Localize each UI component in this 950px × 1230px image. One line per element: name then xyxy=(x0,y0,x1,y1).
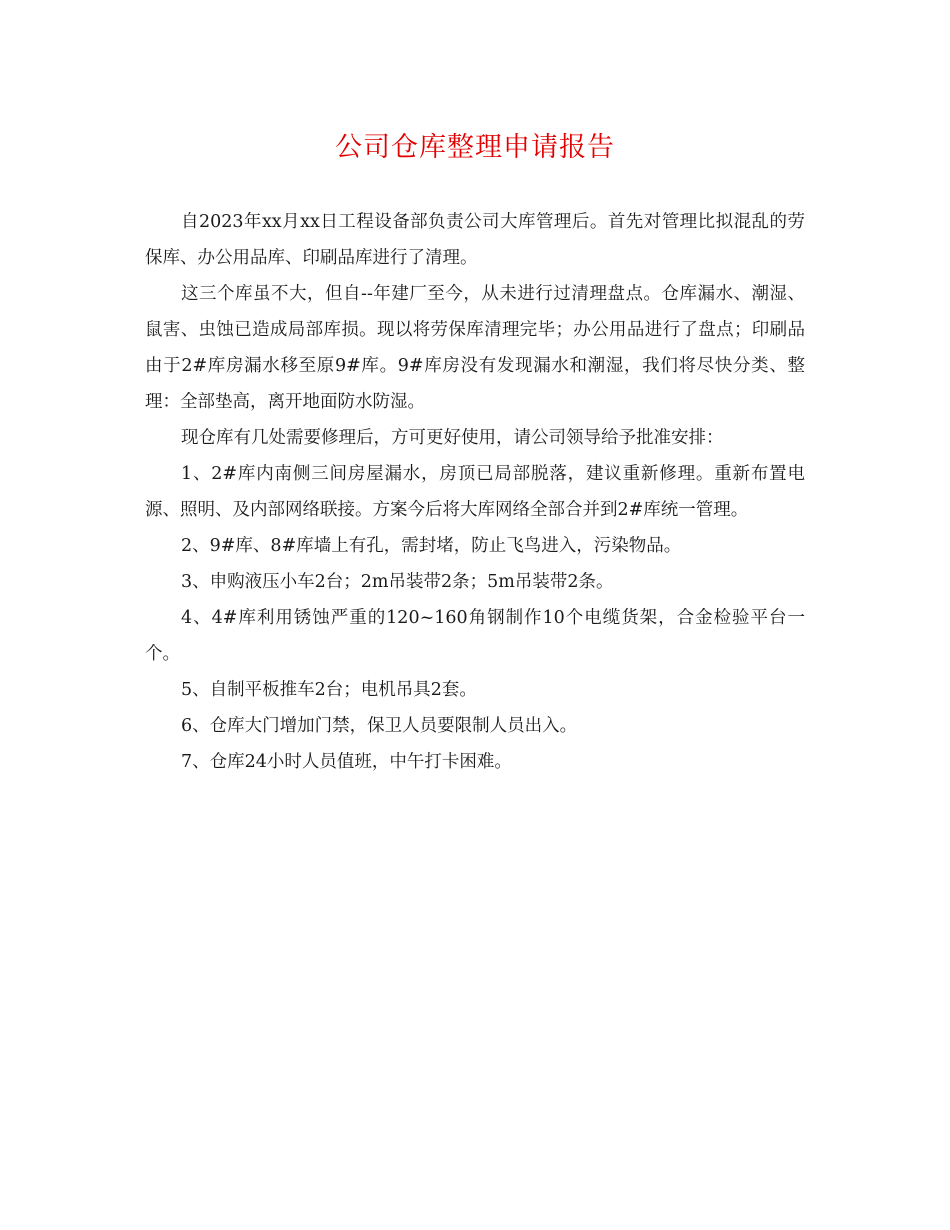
paragraph-intro: 自2023年xx月xx日工程设备部负责公司大库管理后。首先对管理比拟混乱的劳保库、办公用品库、印刷品库进行了清理。 xyxy=(145,212,805,268)
list-item-6: 6、仓库大门增加门禁，保卫人员要限制人员出入。 xyxy=(181,716,578,736)
list-item-3: 3、申购液压小车2台；2m吊装带2条；5m吊装带2条。 xyxy=(181,572,614,592)
document-body xyxy=(145,204,805,780)
document-title: 公司仓库整理申请报告 xyxy=(335,132,615,163)
paragraph-status: 这三个库虽不大，但自--年建厂至今，从未进行过清理盘点。仓库漏水、潮湿、鼠害、虫蚀已造成局部库损。现以将劳保库清理完毕；办公用品进行了盘点；印刷品由于2#库房漏水移至原9#库。9#库房没有发现漏水和潮湿，我们将尽快分类、整理：全部垫高，离开地面防水防湿。 xyxy=(145,284,805,412)
paragraph-request: 现仓库有几处需要修理后，方可更好使用，请公司领导给予批准安排： xyxy=(181,428,724,448)
list-item-2: 2、9#库、8#库墙上有孔，需封堵，防止飞鸟进入，污染物品。 xyxy=(181,536,682,556)
list-item-4: 4、4#库利用锈蚀严重的120~160角钢制作10个电缆货架，合金检验平台一个。 xyxy=(145,608,805,664)
list-item-7: 7、仓库24小时人员值班，中午打卡困难。 xyxy=(181,752,512,772)
list-item-1: 1、2#库内南侧三间房屋漏水，房顶已局部脱落，建议重新修理。重新布置电源、照明、及内部网络联接。方案今后将大库网络全部合并到2#库统一管理。 xyxy=(145,464,805,520)
list-item-5: 5、自制平板推车2台；电机吊具2套。 xyxy=(181,680,477,700)
